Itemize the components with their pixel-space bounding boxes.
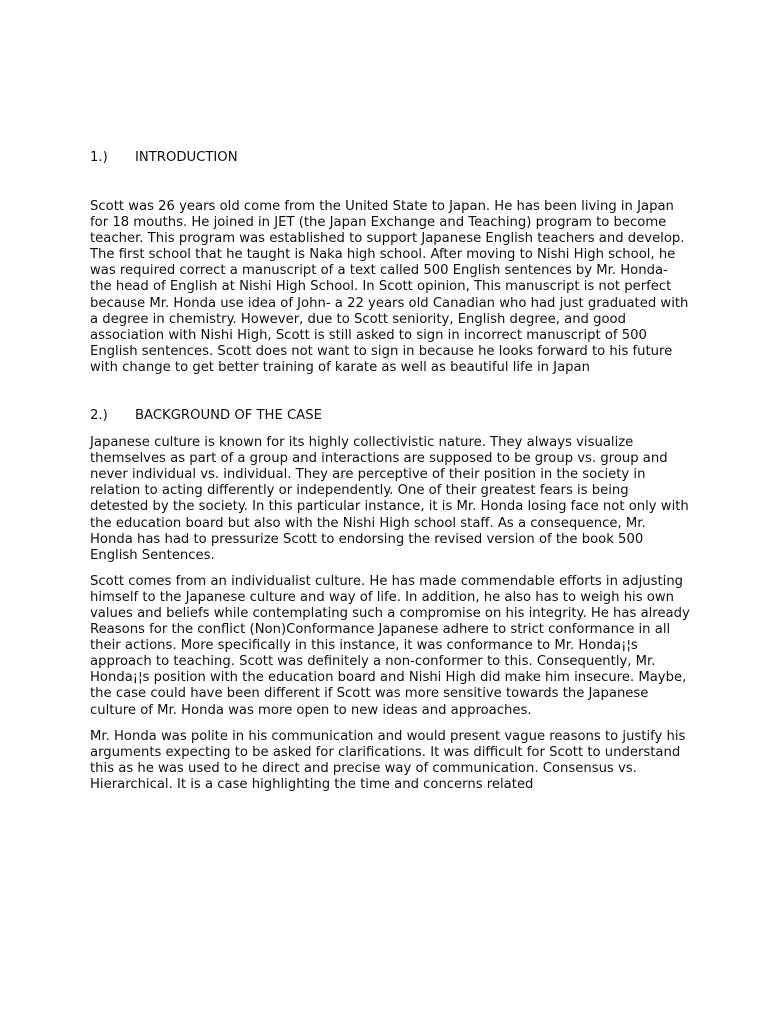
paragraph-background-1: Japanese culture is known for its highly collectivistic nature. They always visualize themselves as part of a group and interactions are supposed to be group vs. group and never individual vs. individual. They are perceptive of their position in the society in relation to acting differently or independently. One of their greatest fears is being detested by the society. In this particular instance, it is Mr. Honda losing face not only with the education board but also with the Nishi High school staff. As a consequence, Mr. Honda has had to pressurize Scott to endorsing the revised version of the book 500 English Sentences. <box>90 435 689 563</box>
section-number: 1.) <box>90 150 108 165</box>
section-title: BACKGROUND OF THE CASE <box>135 408 322 424</box>
section-heading-introduction <box>90 149 690 167</box>
section-heading-background <box>90 407 690 425</box>
document-body <box>90 149 690 793</box>
paragraph-introduction: Scott was 26 years old come from the United State to Japan. He has been living in Japan for 18 mouths. He joined in JET (the Japan Exchange and Teaching) program to become teacher. This program was established to support Japanese English teachers and develop. The first school that he taught is Naka high school. After moving to Nishi High school, he was required correct a manuscript of a text called 500 English sentences by Mr. Honda- the head of English at Nishi High School. In Scott opinion, This manuscript is not perfect because Mr. Honda use idea of John- a 22 years old Canadian who had just graduated with a degree in chemistry. However, due to Scott seniority, English degree, and good association with Nishi High, Scott is still asked to sign in incorrect manuscript of 500 English sentences. Scott does not want to sign in because he looks forward to his future with change to get better training of karate as well as beautiful life in Japan <box>90 199 689 375</box>
section-number: 2.) <box>90 408 108 424</box>
paragraph-background-3: Mr. Honda was polite in his communication and would present vague reasons to justify his arguments expecting to be asked for clarifications. It was difficult for Scott to understand this as he was used to he direct and precise way of communication. Consensus vs. Hierarchical. It is a case highlighting the time and concerns related <box>90 728 686 792</box>
paragraph-background-2: Scott comes from an individualist culture. He has made commendable efforts in adjusting himself to the Japanese culture and way of life. In addition, he also has to weigh his own values and beliefs while contemplating such a compromise on his integrity. He has already Reasons for the conflict (Non)Conformance Japanese adhere to strict conformance in all their actions. More specifically in this instance, it was conformance to Mr. Honda¡¦s approach to teaching. Scott was definitely a non-conformer to this. Consequently, Mr. Honda¡¦s position with the education board and Nishi High did make him insecure. Maybe, the case could have been different if Scott was more sensitive towards the Japanese culture of Mr. Honda was more open to new ideas and approaches. <box>90 573 690 718</box>
section-title: INTRODUCTION <box>135 150 238 165</box>
